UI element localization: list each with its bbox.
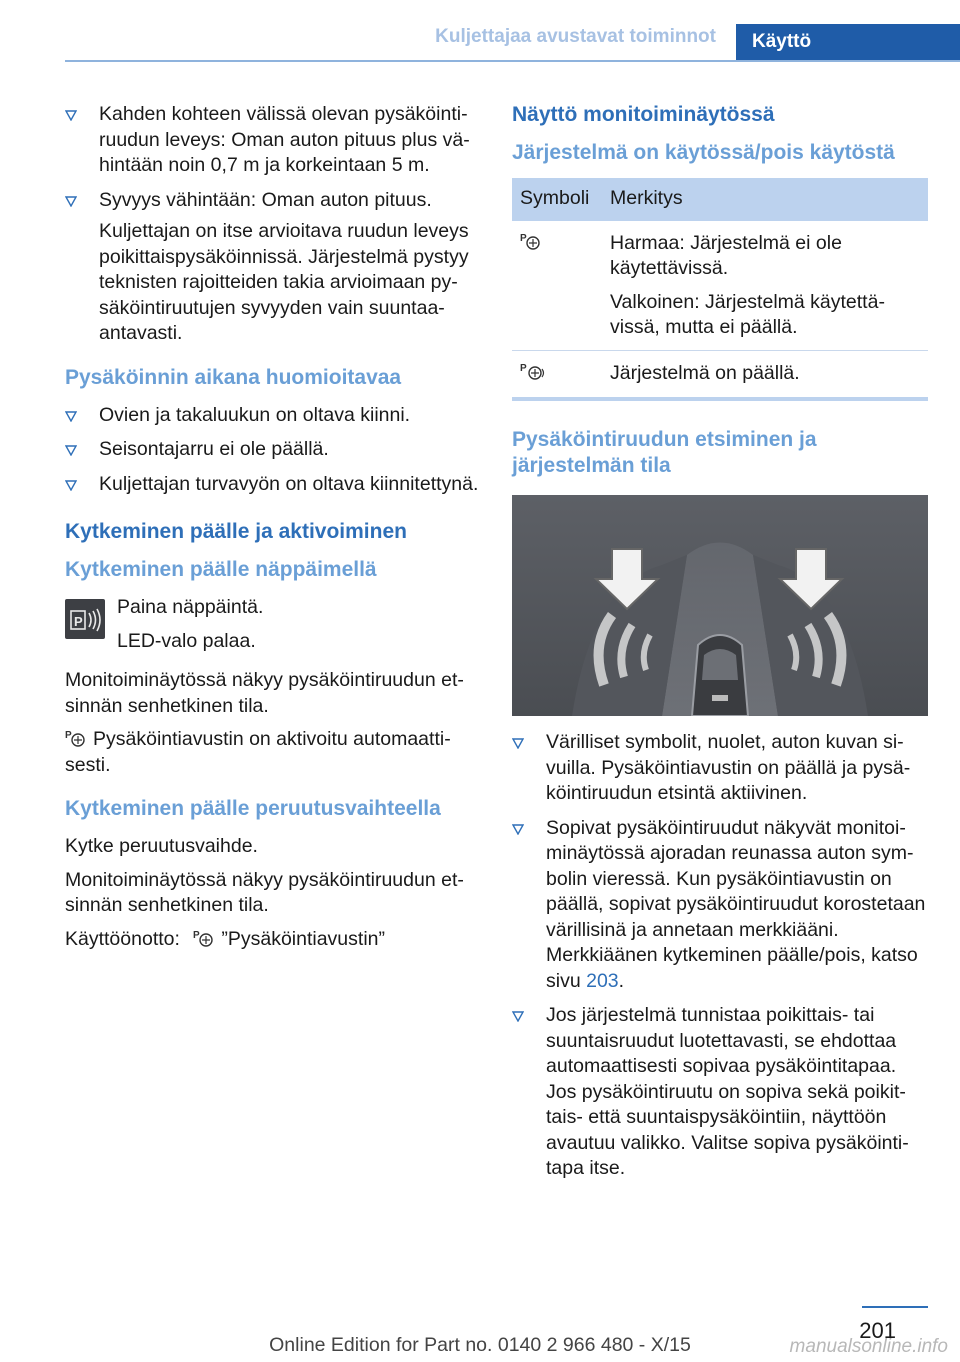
- table-header-cell: Symboli: [512, 178, 602, 221]
- park-assist-active-icon: [520, 361, 546, 381]
- section-heading: Pysäköinnin aikana huomioitavaa: [65, 365, 402, 389]
- list-item: [65, 437, 480, 463]
- table-cell-text: Valkoinen: Järjestelmä käytettävissä, mutta ei päällä.: [610, 290, 885, 338]
- list-item-text: Kahden kohteen välissä olevan pysäköintiruudun leveys: Oman auton pituus plus vähintään noin 0,7 m ja korkeintaan 5 m.: [99, 103, 470, 176]
- subsection-heading: Järjestelmä on käytössä/pois käytöstä: [512, 141, 895, 164]
- park-assist-symbol-icon: [65, 728, 87, 748]
- table-cell: Järjestelmä on päällä.: [602, 350, 928, 399]
- bullet-triangle-icon: [65, 195, 77, 207]
- list-item-text: Jos järjestelmä tunnistaa poikittais- tai suuntaisruudut luotettavasti, se ehdottaa automaattisesti sopivaa pysäköintitapaa. Jos pysäköintiruutu on sopiva sekä poikittais- että suuntaispysäköintiin, näyttöön avautuu valikko. Valitse sopiva pysäköintitapa itse.: [546, 1004, 909, 1179]
- subsection-heading: Pysäköintiruudun etsiminen ja järjestelmän tila: [512, 428, 817, 477]
- paragraph: Kytke peruutusvaihde.: [65, 835, 258, 857]
- svg-text:P: P: [74, 614, 83, 629]
- svg-text:P: P: [65, 730, 72, 741]
- table-cell: [512, 350, 602, 399]
- section-heading: Näyttö monitoiminäytössä: [512, 103, 775, 126]
- table-header-row: [512, 178, 928, 221]
- page-number: 201: [859, 1318, 896, 1343]
- paragraph: Monitoiminäytössä näkyy pysäköintiruudun etsinnän senhetkinen tila.: [65, 868, 464, 916]
- list-item-text: Värilliset symbolit, nuolet, auton kuvan sivuilla. Pysäköintiavustin on päällä ja pysäköintiruudun etsintä aktiivinen.: [546, 731, 911, 804]
- instruction-line: Paina näppäintä.: [117, 596, 264, 618]
- running-header-tab: Käyttö: [736, 24, 960, 62]
- table-row: [512, 350, 928, 399]
- list-item-text: Syvyys vähintään: Oman auton pituus.: [99, 188, 432, 211]
- parking-search-display-figure: [512, 495, 928, 716]
- table-cell: [602, 221, 928, 351]
- svg-text:P: P: [520, 232, 527, 244]
- list-item-text: .: [618, 969, 625, 992]
- bullet-triangle-icon: [512, 737, 524, 749]
- table-cell: [512, 221, 602, 351]
- paragraph-text: Käyttöönotto:: [65, 927, 180, 950]
- watermark: manualsonline.info: [789, 1336, 948, 1357]
- edition-footer: Online Edition for Part no. 0140 2 966 480 - X/15: [269, 1334, 691, 1356]
- paragraph-with-icon: [65, 927, 480, 953]
- list-item: [65, 403, 480, 429]
- list-item-text: Kuljettajan turvavyön on oltava kiinnitettynä.: [99, 472, 479, 495]
- list-item: [512, 1003, 928, 1182]
- list-item: [65, 472, 480, 498]
- list-item-text: Sopivat pysäköintiruudut näkyvät monitoiminäytössä ajoradan reunassa auton symbolin vieressä. Kun pysäköintiavustin on päällä, sopivat pysäköintiruudut korostetaan värillisinä ja annetaan merkkiääni. Merkkiäänen kytkeminen päälle/pois, katso sivu: [546, 816, 926, 992]
- list-item: [65, 102, 480, 179]
- subsection-heading: Kytkeminen päälle näppäimellä: [65, 558, 377, 581]
- page-reference-link[interactable]: 203: [586, 969, 619, 992]
- park-assist-button-icon: [65, 599, 105, 639]
- left-column: [65, 102, 480, 960]
- bullet-triangle-icon: [65, 109, 77, 121]
- list-item-text: Seisontajarru ei ole päällä.: [99, 438, 329, 460]
- list-item: [512, 730, 928, 807]
- bullet-triangle-icon: [65, 410, 77, 422]
- list-item: [65, 188, 480, 214]
- svg-text:P: P: [520, 362, 527, 374]
- park-assist-symbol-icon: [520, 231, 542, 251]
- section-heading: Kytkeminen päälle ja aktivoiminen: [65, 520, 407, 543]
- paragraph-text: Pysäköintiavustin on aktivoitu automaattisesti.: [65, 728, 451, 776]
- park-assist-symbol-icon: [193, 928, 215, 948]
- header-rule: [65, 60, 960, 62]
- symbol-table: [512, 178, 928, 401]
- subsection-heading: Kytkeminen päälle peruutusvaihteella: [65, 797, 441, 820]
- page-number-rule: [862, 1306, 928, 1308]
- list-item-note: Kuljettajan on itse arvioitava ruudun leveys poikittaispysäköinnissä. Järjestelmä pystyy teknisten rajoitteiden takia arvioimaan pysäköintiruutujen syvyyden vain suuntaaantavasti.: [99, 220, 469, 344]
- paragraph: Monitoiminäytössä näkyy pysäköintiruudun etsinnän senhetkinen tila.: [65, 669, 464, 717]
- svg-text:P: P: [193, 929, 201, 941]
- table-header-cell: Merkitys: [602, 178, 928, 221]
- button-instruction: [65, 595, 480, 654]
- running-header-section: Kuljettajaa avustavat toiminnot: [435, 26, 716, 47]
- list-item-text: Ovien ja takaluukun on oltava kiinni.: [99, 403, 411, 426]
- table-cell-text: Harmaa: Järjestelmä ei ole käytettävissä.: [610, 231, 842, 279]
- paragraph-text: ”Pysäköintiavustin”: [221, 927, 385, 950]
- paragraph-with-icon: [65, 727, 480, 778]
- instruction-line: LED-valo palaa.: [117, 629, 256, 652]
- table-row: [512, 221, 928, 351]
- bullet-triangle-icon: [512, 1010, 524, 1022]
- list-item: [512, 816, 928, 995]
- bullet-triangle-icon: [65, 479, 77, 491]
- bullet-triangle-icon: [65, 444, 77, 456]
- right-column: [512, 102, 928, 1191]
- bullet-triangle-icon: [512, 823, 524, 835]
